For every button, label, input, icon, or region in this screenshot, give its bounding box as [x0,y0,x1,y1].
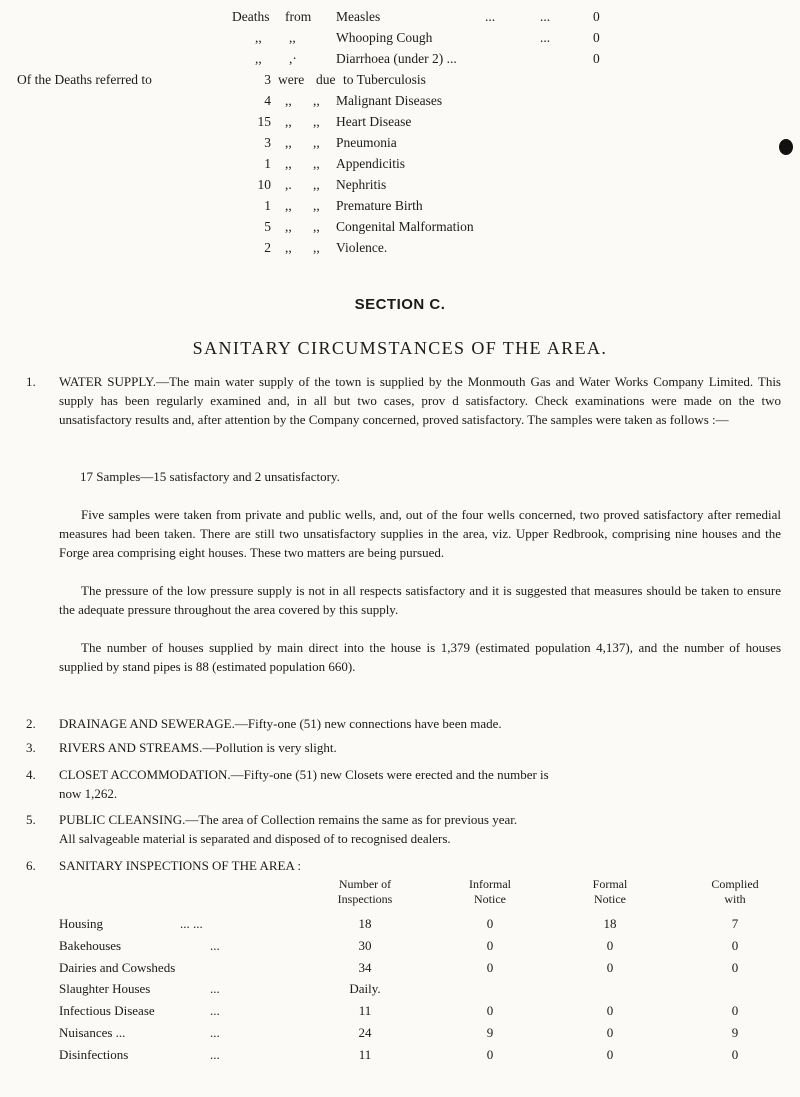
referred-cause: Premature Birth [336,198,423,213]
table-cell: 0 [606,1003,614,1018]
table-header-line: Informal [469,877,511,891]
table-cell: 0 [731,1003,739,1018]
deaths-cause: Whooping Cough [336,30,433,45]
deaths-prefix: ,, [255,51,262,66]
table-header-line: Notice [594,892,626,906]
table-cell: 0 [606,1047,614,1062]
referred-cause: Violence. [336,240,388,255]
table-cell: 0 [486,938,494,953]
section-heading: SECTION C. [354,296,446,313]
referred-cause: Heart Disease [336,114,412,129]
deaths-from: ,, [289,30,296,45]
table-row-dots: ... ... [180,916,203,931]
deaths-from: from [285,9,312,24]
ditto-mark: ,, [285,93,292,108]
table-row-dots: ... [210,1003,220,1018]
table-cell: 18 [603,916,617,931]
referred-cause: Nephritis [336,177,387,192]
table-row-label: Slaughter Houses [59,981,151,996]
deaths-cause: Diarrhoea (under 2) ... [336,51,457,66]
item-text: All salvageable material is separated and disposed of to recognised dealers. [59,831,451,846]
ditto-mark: ,, [313,135,320,150]
deaths-prefix: ,, [255,30,262,45]
referred-count: 3 [264,135,271,150]
ditto-mark: ,, [313,114,320,129]
deaths-count: 0 [593,51,600,66]
table-header [560,877,660,907]
table-cell: 0 [606,938,614,953]
referred-count: 10 [257,177,271,192]
ditto-mark: ,, [313,177,320,192]
table-header-line: Notice [474,892,506,906]
referred-count: 3 [264,72,271,87]
table-cell: 0 [731,960,739,975]
table-cell: 0 [486,960,494,975]
table-cell: 7 [731,916,739,931]
table-cell: 0 [606,1025,614,1040]
ditto-mark: ,, [285,135,292,150]
referred-cause: Appendicitis [336,156,405,171]
item-number: 3. [26,740,36,755]
referred-count: 1 [264,198,271,213]
deaths-from: ,· [289,51,297,66]
ditto-mark: ,, [285,198,292,213]
table-cell: 0 [486,1047,494,1062]
water-paragraph: The number of houses supplied by main direct into the house is 1,379 (estimated population 4,137), and the number of houses supplied by stand pipes is 88 (estimated population 660). [59,640,781,674]
item-text: RIVERS AND STREAMS.—Pollution is very slight. [59,740,337,755]
item-number: 5. [26,812,36,827]
item-text: now 1,262. [59,786,118,801]
referred-count: 4 [264,93,271,108]
table-header-line: with [724,892,746,906]
ditto-mark: ,, [285,156,292,171]
table-row-label: Bakehouses [59,938,122,953]
referred-cause: to Tuberculosis [343,72,426,87]
deaths-dots: ... [540,30,551,45]
table-header-line: Complied [711,877,759,891]
item-number: 6. [26,858,36,873]
referred-cause: Pneumonia [336,135,397,150]
table-row-label: Housing [59,916,104,931]
table-cell: 18 [358,916,372,931]
ditto-mark: ,, [313,240,320,255]
table-header-line: Number of [338,877,392,891]
referred-count: 15 [257,114,271,129]
table-cell: 24 [358,1025,372,1040]
table-row-dots: ... [210,1025,220,1040]
table-row-dots: ... [210,981,220,996]
deaths-dots: ... [485,9,496,24]
table-row-label: Dairies and Cowsheds [59,960,176,975]
table-header-line: Formal [592,877,628,891]
referred-intro: Of the Deaths referred to [17,72,152,87]
item-text: DRAINAGE AND SEWERAGE.—Fifty-one (51) new connections have been made. [59,716,502,731]
ditto-mark: ,, [313,93,320,108]
water-samples: 17 Samples—15 satisfactory and 2 unsatisfactory. [80,469,340,484]
deaths-dots: ... [540,9,551,24]
ditto-mark: ,. [285,177,292,192]
table-cell: 0 [731,1047,739,1062]
table-cell: 30 [358,938,372,953]
referred-due: due [316,72,336,87]
table-row-label: Disinfections [59,1047,129,1062]
table-header-line: Inspections [337,892,393,906]
table-cell: 0 [731,938,739,953]
table-cell: 9 [731,1025,739,1040]
table-cell: 11 [358,1003,372,1018]
referred-were: were [278,72,305,87]
ditto-mark: ,, [313,198,320,213]
table-cell: 34 [358,960,372,975]
ditto-mark: ,, [285,240,292,255]
item-text: CLOSET ACCOMMODATION.—Fifty-one (51) new Closets were erected and the number is [59,767,549,782]
referred-count: 1 [264,156,271,171]
table-row-dots: ... [210,938,220,953]
referred-count: 5 [264,219,271,234]
water-paragraph: The pressure of the low pressure supply is not in all respects satisfactory and it is suggested that measures should be taken to ensure the adequate pressure throughout the area covered by this supply. [59,583,781,617]
referred-count: 2 [264,240,271,255]
table-row-dots: ... [210,1047,220,1062]
table-cell: Daily. [349,981,381,996]
table-header [310,877,420,907]
deaths-count: 0 [593,9,600,24]
table-cell: 0 [486,916,494,931]
item-number: 2. [26,716,36,731]
section-title: SANITARY CIRCUMSTANCES OF THE AREA. [192,338,608,358]
water-paragraph: Five samples were taken from private and public wells, and, out of the four wells concerned, two proved satisfactory after remedial measures had been taken. There are still two unsatisfactory supplies in the area, viz. Upper Redbrook, comprising nine houses and the Forge area comprising eight houses. These two matters are being pursued. [59,507,781,560]
table-row-label: Nuisances ... [59,1025,126,1040]
item-text: SANITARY INSPECTIONS OF THE AREA : [59,858,302,873]
referred-cause: Malignant Diseases [336,93,443,108]
table-header [680,877,790,907]
binder-hole-mark [779,139,793,155]
table-cell: 11 [358,1047,372,1062]
ditto-mark: ,, [285,219,292,234]
referred-cause: Congenital Malformation [336,219,474,234]
deaths-cause: Measles [336,9,381,24]
ditto-mark: ,, [313,156,320,171]
ditto-mark: ,, [313,219,320,234]
deaths-prefix: Deaths [232,9,270,24]
item-text: PUBLIC CLEANSING.—The area of Collection remains the same as for previous year. [59,812,518,827]
table-row-label: Infectious Disease [59,1003,155,1018]
deaths-count: 0 [593,30,600,45]
table-cell: 0 [606,960,614,975]
ditto-mark: ,, [285,114,292,129]
item-number: 4. [26,767,36,782]
table-cell: 9 [486,1025,494,1040]
table-cell: 0 [486,1003,494,1018]
water-paragraph: WATER SUPPLY.—The main water supply of the town is supplied by the Monmouth Gas and Water Works Company Limited. This supply has been regularly examined and, in all but two cases, prov d satisfactory. Check examinations were made on the two unsatisfactory results and, after attention by the Company concerned, proved satisfactory. The samples were taken as follows :— [59,374,781,427]
table-header [440,877,540,907]
item-number: 1. [26,374,36,389]
